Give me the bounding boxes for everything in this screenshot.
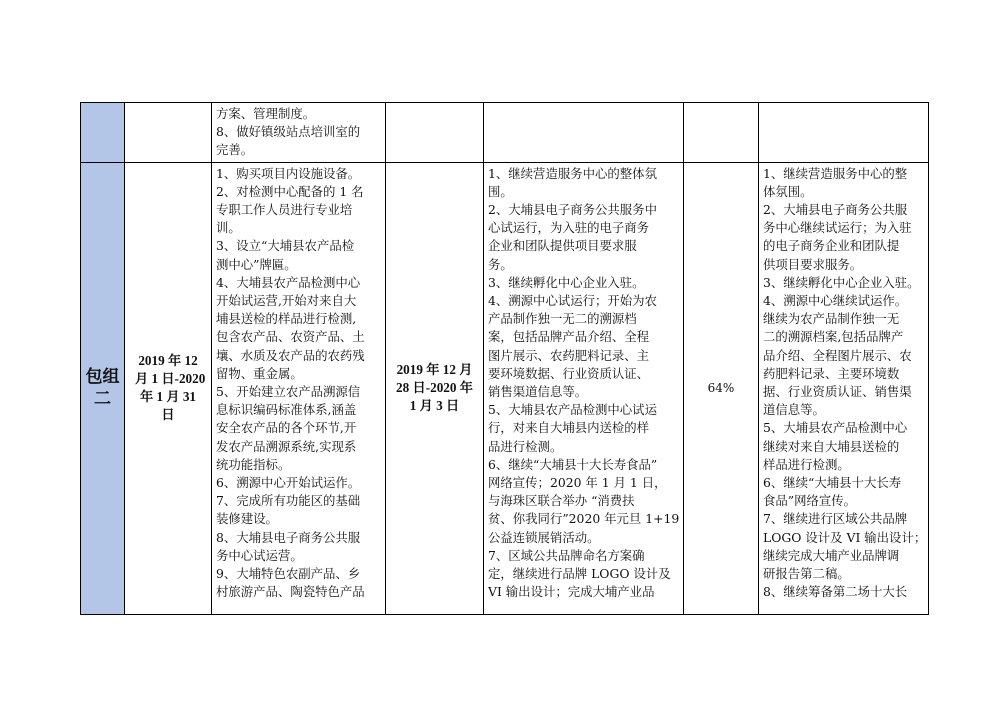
week-progress-cell-blank <box>484 103 684 163</box>
text-line: 年 1 月 31 <box>139 389 197 405</box>
text-line: 村旅游产品、陶瓷特色产品 <box>216 584 365 600</box>
text-line: 6、继续“大埔县十大长寿食品” <box>488 456 658 472</box>
text-line: 开始试运营,开始对来自大 <box>216 293 357 309</box>
next-plan-cell-blank <box>759 103 929 163</box>
plan-content-cell <box>212 162 386 614</box>
text-line: 药肥料记录、主要环境数 <box>763 365 900 381</box>
text-line: 的电子商务企业和团队提 <box>763 238 900 254</box>
week-period-cell <box>386 162 484 614</box>
text-line: 心试运行，为入驻的电子商务 <box>488 220 650 236</box>
text-line: 据、行业资质认证、销售渠 <box>763 384 912 400</box>
text-line: 装修建设。 <box>216 511 278 527</box>
text-line: 围。 <box>488 183 513 199</box>
text-line: 继续对来自大埔县送检的 <box>763 438 900 454</box>
plan-cell <box>212 103 386 163</box>
text-line: 公益连锁展销活动。 <box>488 529 600 545</box>
percent-cell-blank <box>684 103 759 163</box>
text-line: 9、大埔特色农副产品、乡 <box>216 566 361 582</box>
text-line: 专职工作人员进行专业培 <box>216 202 353 218</box>
text-line: 8、继续筹备第二场十大长 <box>763 584 908 600</box>
completion-percent: 64% <box>707 381 735 395</box>
text-line: 留物、重金属。 <box>216 365 303 381</box>
text-line: 供项目要求服务。 <box>763 256 863 272</box>
text-line: 7、继续进行区域公共品牌 <box>763 511 908 527</box>
text-line: 5、开始建立农产品溯源信 <box>216 384 361 400</box>
group-label-cell <box>81 162 125 614</box>
plan-period-cell <box>125 162 212 614</box>
week-period <box>396 361 473 415</box>
text-line: 销售渠道信息等。 <box>488 384 588 400</box>
text-line: 网络宣传；2020 年 1 月 1 日， <box>488 475 667 491</box>
progress-table <box>80 102 929 615</box>
text-line: 完善。 <box>216 142 254 158</box>
text-line: 2、大埔县电子商务公共服 <box>763 202 908 218</box>
text-line: 2019 年 12 月 <box>396 362 473 378</box>
text-line: 训。 <box>216 220 241 236</box>
group-label <box>81 366 124 410</box>
table-row <box>81 162 929 614</box>
text-line: 包组 <box>85 367 120 388</box>
text-line: 务。 <box>488 256 513 272</box>
text-line: 2、大埔县电子商务公共服务中 <box>488 202 657 218</box>
cell-lines <box>216 105 381 160</box>
text-line: 6、继续“大埔县十大长寿 <box>763 475 902 491</box>
text-line: 继续为农产品制作独一无 <box>763 311 900 327</box>
text-line: 行，对来自大埔县内送检的样 <box>488 420 650 436</box>
text-line: 方案、管理制度。 <box>216 106 316 121</box>
text-line: 企业和团队提供项目要求服 <box>488 238 637 254</box>
text-line: 发农产品溯源系统,实现系 <box>216 438 357 454</box>
text-line: 8、大埔县电子商务公共服 <box>216 529 361 545</box>
text-line: 4、溯源中心继续试运作。 <box>763 293 908 309</box>
text-line: 安全农产品的各个环节,开 <box>216 420 357 436</box>
text-line: 28 日-2020 年 <box>396 380 473 396</box>
text-line: 1、购买项目内设施设备。 <box>216 165 361 181</box>
text-line: 2019 年 12 <box>138 353 198 369</box>
text-line: 食品”网络宣传。 <box>763 493 857 509</box>
text-line: 道信息等。 <box>763 402 825 418</box>
text-line: 产品制作独一无二的溯源档 <box>488 311 637 327</box>
text-line: 样品进行检测。 <box>763 456 850 472</box>
plan-content <box>216 165 381 602</box>
text-line: 品进行检测。 <box>488 438 563 454</box>
text-line: 1、继续营造服务中心的整 <box>763 165 908 181</box>
text-line: 研报告第二稿。 <box>763 566 850 582</box>
text-line: 务中心试运营。 <box>216 547 303 563</box>
text-line: 7、完成所有功能区的基础 <box>216 493 361 509</box>
week-progress <box>488 165 679 602</box>
text-line: 继续完成大埔产业品牌调 <box>763 547 900 563</box>
text-line: 品介绍、全程图片展示、农 <box>763 347 912 363</box>
text-line: 壤、水质及农产品的农药残 <box>216 347 365 363</box>
text-line: 1、继续营造服务中心的整体氛 <box>488 165 657 181</box>
text-line: LOGO 设计及 VI 输出设计； <box>763 529 927 545</box>
text-line: VI 输出设计；完成大埔产业品 <box>488 584 655 600</box>
text-line: 7、区域公共品牌命名方案确 <box>488 547 645 563</box>
week-progress-cell <box>484 162 684 614</box>
text-line: 包含农产品、农资产品、土 <box>216 329 365 345</box>
text-line: 5、大埔县农产品检测中心试运 <box>488 402 657 418</box>
text-line: 要环境数据、行业资质认证、 <box>488 365 650 381</box>
text-line: 8、做好镇级站点培训室的 <box>216 124 361 140</box>
period-cell-blank <box>125 103 212 163</box>
week-cell-blank <box>386 103 484 163</box>
text-line: 3、设立“大埔县农产品检 <box>216 238 355 254</box>
text-line: 二 <box>94 389 111 410</box>
text-line: 图片展示、农药肥料记录、主 <box>488 347 650 363</box>
text-line: 息标识编码标准体系,涵盖 <box>216 402 357 418</box>
plan-period <box>135 352 206 424</box>
text-line: 3、继续孵化中心企业入驻。 <box>488 274 645 290</box>
text-line: 埔县送检的样品进行检测, <box>216 311 357 327</box>
text-line: 务中心继续试运行；为入驻 <box>763 220 912 236</box>
table-row <box>81 103 929 163</box>
text-line: 定，继续进行品牌 LOGO 设计及 <box>488 566 671 582</box>
completion-percent-cell <box>684 162 759 614</box>
text-line: 案，包括品牌产品介绍、全程 <box>488 329 650 345</box>
text-line: 日 <box>161 407 175 423</box>
text-line: 5、大埔县农产品检测中心 <box>763 420 908 436</box>
text-line: 贫、你我同行”2020 年元旦 1+19 <box>488 511 680 527</box>
text-line: 统功能指标。 <box>216 456 291 472</box>
group-cell-blank <box>81 103 125 163</box>
text-line: 4、大埔县农产品检测中心 <box>216 274 361 290</box>
text-line: 2、对检测中心配备的 1 名 <box>216 183 364 199</box>
text-line: 与海珠区联合举办 “消费扶 <box>488 493 635 509</box>
next-plan-cell <box>759 162 929 614</box>
text-line: 6、溯源中心开始试运作。 <box>216 475 361 491</box>
text-line: 月 1 日-2020 <box>135 371 206 387</box>
text-line: 1 月 3 日 <box>409 398 460 414</box>
text-line: 4、溯源中心试运行；开始为农 <box>488 293 657 309</box>
text-line: 3、继续孵化中心企业入驻。 <box>763 274 920 290</box>
text-line: 二的溯源档案,包括品牌产 <box>763 329 904 345</box>
text-line: 测中心”牌匾。 <box>216 256 297 272</box>
text-line: 体氛围。 <box>763 183 813 199</box>
next-plan <box>763 165 927 602</box>
